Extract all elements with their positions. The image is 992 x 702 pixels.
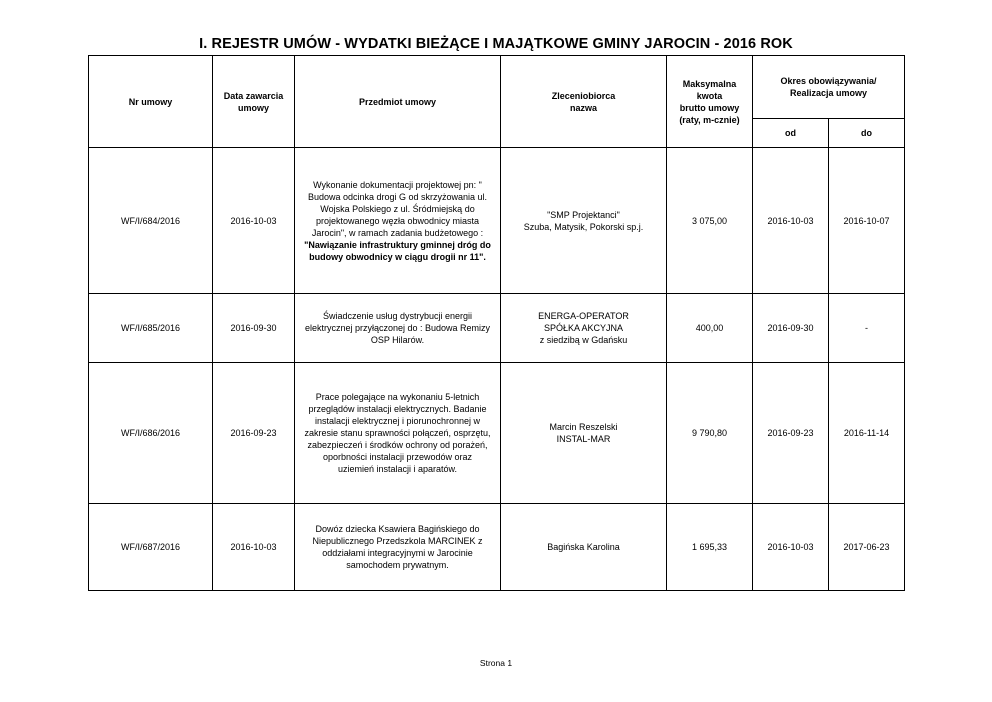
cell-nr: WF/I/684/2016 xyxy=(89,148,213,294)
cell-data: 2016-09-30 xyxy=(213,294,295,363)
cell-data: 2016-09-23 xyxy=(213,363,295,504)
header-nr-umowy: Nr umowy xyxy=(89,56,213,148)
page-title: I. REJESTR UMÓW - WYDATKI BIEŻĄCE I MAJĄTKOWE GMINY JAROCIN - 2016 ROK xyxy=(199,36,793,52)
cell-do: - xyxy=(829,294,905,363)
cell-przedmiot: Dowóz dziecka Ksawiera Bagińskiego do Niepublicznego Przedszkola MARCINEK z oddziałami integracyjnymi w Jarocinie samochodem prywatnym. xyxy=(295,504,501,591)
header-okres: Okres obowiązywania/ Realizacja umowy xyxy=(753,56,905,119)
cell-zleceniobiorca: Bagińska Karolina xyxy=(501,504,667,591)
cell-do: 2016-11-14 xyxy=(829,363,905,504)
header-do: do xyxy=(829,119,905,148)
cell-od: 2016-09-23 xyxy=(753,363,829,504)
header-od: od xyxy=(753,119,829,148)
cell-przedmiot: Świadczenie usług dystrybucji energii elektrycznej przyłączonej do : Budowa Remizy OSP Hilarów. xyxy=(295,294,501,363)
header-kwota: Maksymalna kwota brutto umowy (raty, m-cznie) xyxy=(667,56,753,148)
cell-kwota: 3 075,00 xyxy=(667,148,753,294)
cell-data: 2016-10-03 xyxy=(213,148,295,294)
cell-do: 2017-06-23 xyxy=(829,504,905,591)
cell-data: 2016-10-03 xyxy=(213,504,295,591)
header-przedmiot: Przedmiot umowy xyxy=(295,56,501,148)
table-row xyxy=(89,148,905,294)
cell-kwota: 9 790,80 xyxy=(667,363,753,504)
cell-od: 2016-09-30 xyxy=(753,294,829,363)
header-data-zawarcia: Data zawarcia umowy xyxy=(213,56,295,148)
page-footer: Strona 1 xyxy=(479,658,513,668)
table-row xyxy=(89,504,905,591)
cell-zleceniobiorca: Marcin Reszelski INSTAL-MAR xyxy=(501,363,667,504)
cell-przedmiot: Prace polegające na wykonaniu 5-letnich przeglądów instalacji elektrycznych. Badanie instalacji elektrycznej i piorunochronnej w zakresie stanu sprawności połączeń, osprzętu, zabezpieczeń i środków ochrony od porażeń, oporbności instalacji przewodów oraz uziemień instalacji i aparatów. xyxy=(295,363,501,504)
cell-nr: WF/I/687/2016 xyxy=(89,504,213,591)
cell-kwota: 400,00 xyxy=(667,294,753,363)
cell-do: 2016-10-07 xyxy=(829,148,905,294)
table-row xyxy=(89,363,905,504)
cell-nr: WF/I/685/2016 xyxy=(89,294,213,363)
cell-nr: WF/I/686/2016 xyxy=(89,363,213,504)
cell-kwota: 1 695,33 xyxy=(667,504,753,591)
cell-zleceniobiorca: ENERGA-OPERATOR SPÓŁKA AKCYJNA z siedzibą w Gdańsku xyxy=(501,294,667,363)
contracts-register-table xyxy=(88,55,905,591)
cell-od: 2016-10-03 xyxy=(753,504,829,591)
cell-przedmiot: Wykonanie dokumentacji projektowej pn: " Budowa odcinka drogi G od skrzyżowania ul. Wojska Polskiego z ul. Śródmiejską do projektowanego węzła obwodnicy miasta Jarocin", w ramach zadania budżetowego : "Nawiązanie infrastruktury gminnej dróg do budowy obwodnicy w ciągu drogii nr 11". xyxy=(295,148,501,294)
header-zleceniobiorca: Zleceniobiorca nazwa xyxy=(501,56,667,148)
cell-zleceniobiorca: "SMP Projektanci" Szuba, Matysik, Pokorski sp.j. xyxy=(501,148,667,294)
cell-od: 2016-10-03 xyxy=(753,148,829,294)
table-row xyxy=(89,294,905,363)
